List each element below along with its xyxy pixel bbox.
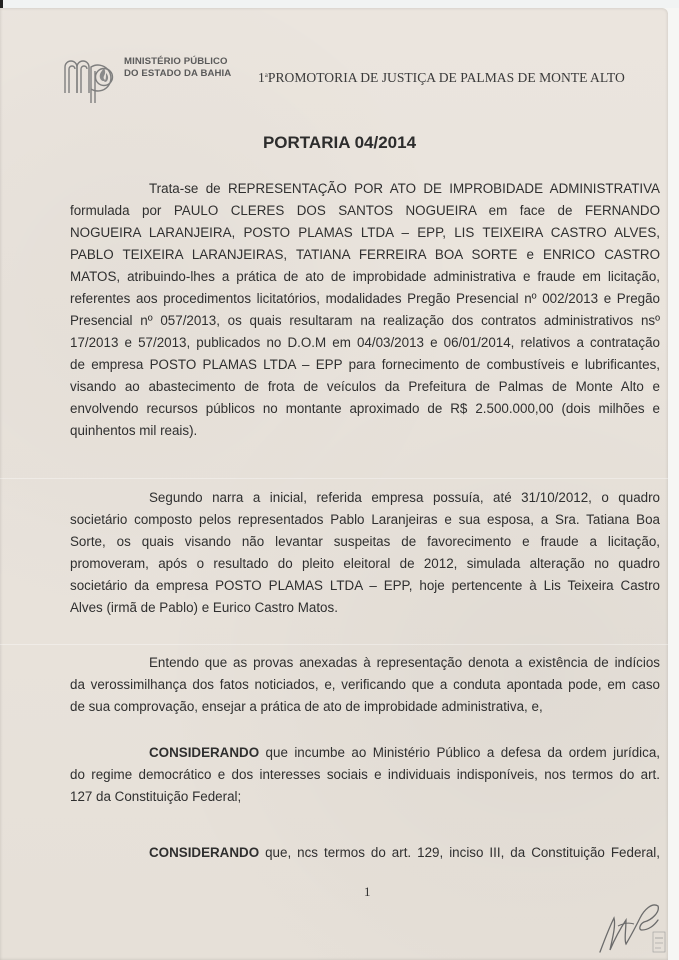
text-line: Entendo que as provas anexadas à representação denota a existência de indícios — [149, 655, 660, 670]
text-line: societário composto pelos representados Pablo Laranjeiras e sua esposa, a Sra. Tatiana Boa — [70, 512, 660, 527]
promotoria-ordinal: a — [264, 71, 268, 79]
considerando-lead: CONSIDERANDO — [149, 745, 260, 760]
text-line: envolvendo recursos públicos no montante aproximado de R$ 2.500.000,00 (dois milhões e — [70, 401, 660, 416]
text-line: promoveram, após o resultado do pleito eleitoral de 2012, simulada alteração no quadro — [70, 556, 660, 571]
top-margin — [0, 0, 679, 8]
text-line: do regime democrático e dos interesses sociais e individuais indisponíveis, nos termos do art. — [70, 767, 660, 782]
stamp-mark — [652, 930, 666, 954]
text-line: MATOS, atribuindo-lhes a prática de ato de improbidade administrativa e fraude em licitação, — [70, 269, 660, 284]
org-name-line2: DO ESTADO DA BAHIA — [124, 68, 232, 79]
paragraph-entendo — [70, 652, 660, 718]
mp-logo — [62, 49, 122, 105]
paper-fold-crease — [0, 644, 668, 645]
text-line: NOGUEIRA LARANJEIRA, POSTO PLAMAS LTDA – EPP, LIS TEIXEIRA CASTRO ALVES, — [70, 225, 660, 240]
text-line: 127 da Constituição Federal; — [70, 789, 242, 804]
org-name-line1: MINISTÉRIO PÚBLICO — [124, 56, 228, 67]
text-fragment: que incumbe ao Ministério Público a defesa da ordem jurídica, — [259, 745, 660, 760]
text-line: formulada por PAULO CLERES DOS SANTOS NOGUEIRA em face de FERNANDO — [70, 203, 660, 218]
paper-fold-crease — [0, 478, 668, 479]
promotoria-heading — [258, 70, 625, 86]
text-line: de empresa POSTO PLAMAS LTDA – EPP para fornecimento de combustíveis e lubrificantes, — [70, 357, 660, 372]
promotoria-text: PROMOTORIA DE JUSTIÇA DE PALMAS DE MONTE ALTO — [267, 70, 625, 85]
text-line: Presencial nº 057/2013, os quais resultaram na realização dos contratos administrativos nsº — [70, 313, 660, 328]
page-number: 1 — [364, 884, 371, 899]
paragraph-segundo-narra — [70, 487, 660, 619]
considerando-lead: CONSIDERANDO — [149, 845, 260, 860]
text-line: visando ao abastecimento de frota de veículos da Prefeitura de Palmas de Monte Alto e — [70, 379, 660, 394]
text-line: quinhentos mil reais). — [70, 423, 198, 438]
text-line: referentes aos procedimentos licitatórios, modalidades Pregão Presencial nº 002/2013 e Pregão — [70, 291, 660, 306]
text-line — [70, 742, 660, 764]
text-line: 17/2013 e 57/2013, publicados no D.O.M em 04/03/2013 e 06/01/2014, relativos a contratação — [70, 335, 660, 350]
paragraph-considerando-1 — [70, 742, 660, 808]
text-line — [70, 842, 660, 864]
text-fragment: que, ncs termos do art. 129, inciso III, da Constituição Federal, — [259, 845, 660, 860]
text-line: Trata-se de REPRESENTAÇÃO POR ATO DE IMPROBIDADE ADMINISTRATIVA — [149, 181, 660, 196]
text-line: de sua comprovação, ensejar a prática de ato de improbidade administrativa, e, — [70, 699, 543, 714]
text-line: PABLO TEIXEIRA LARANJEIRAS, TATIANA FERREIRA BOA SORTE e ENRICO CASTRO — [70, 247, 660, 262]
org-name — [124, 56, 231, 80]
text-line: da verossimilhança dos fatos noticiados, e, verificando que a conduta apontada pode, em caso — [70, 677, 660, 692]
promotoria-number: 1 — [258, 70, 265, 85]
paragraph-representacao — [70, 178, 660, 442]
text-line: societário da empresa POSTO PLAMAS LTDA – EPP, hoje pertencente à Lis Teixeira Castro — [70, 578, 660, 593]
text-line: Sorte, os quais visando não levantar suspeitas de favorecimento e fraude a licitação, — [70, 534, 660, 549]
text-line: Alves (irmã de Pablo) e Eurico Castro Matos. — [70, 600, 338, 615]
text-line: Segundo narra a inicial, referida empresa possuía, até 31/10/2012, o quadro — [149, 490, 660, 505]
paragraph-considerando-2 — [70, 842, 660, 864]
document-title: PORTARIA 04/2014 — [262, 133, 417, 152]
